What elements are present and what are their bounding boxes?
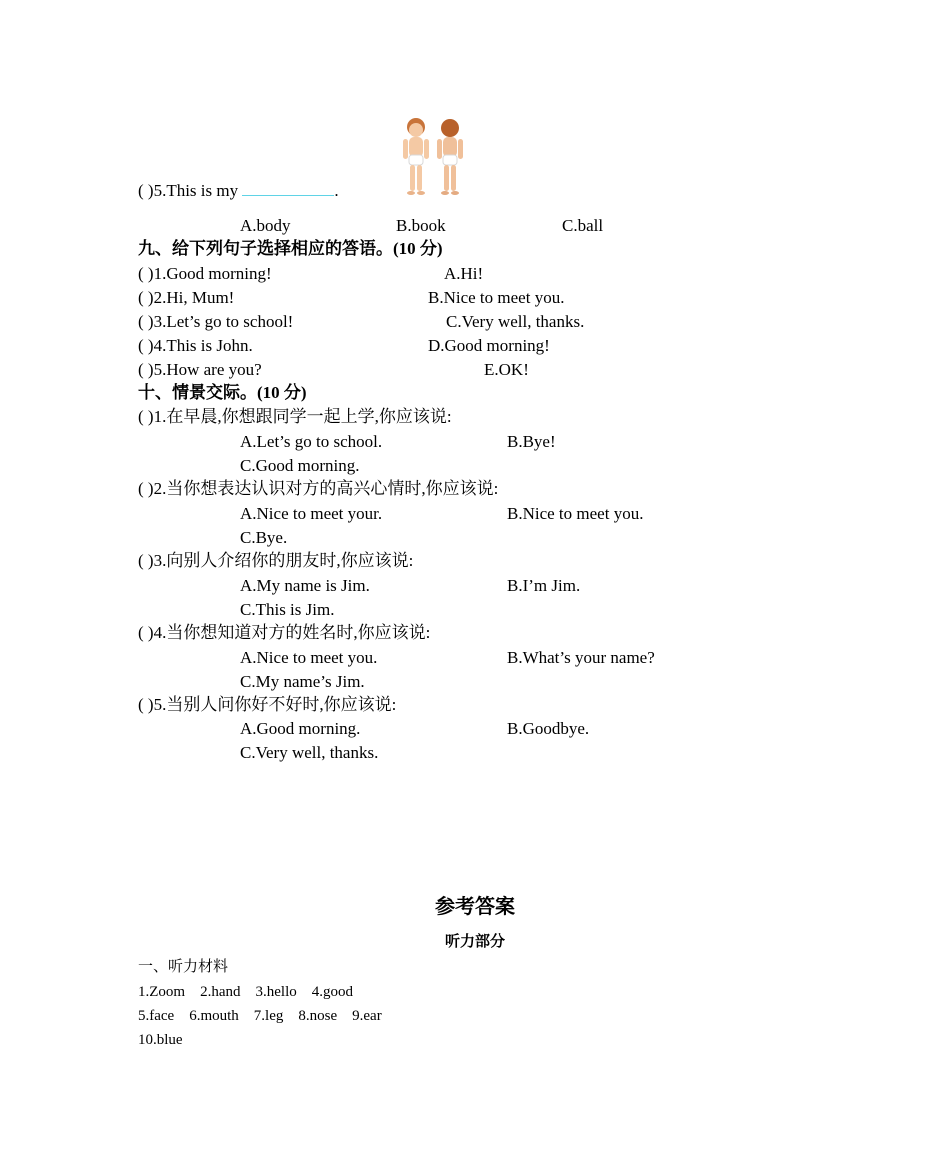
section-10-question: ( )1.在早晨,你想跟同学一起上学,你应该说:: [138, 407, 452, 426]
option-a: A.body: [240, 216, 291, 235]
section-9-question: ( )4.This is John.: [138, 336, 253, 355]
section-9-question: ( )1.Good morning!: [138, 264, 272, 283]
answer-blank: [242, 179, 334, 196]
section-10-question: ( )2.当你想表达认识对方的高兴心情时,你应该说:: [138, 479, 499, 498]
section-9-question: ( )3.Let’s go to school!: [138, 312, 294, 331]
section-10-option-c: C.Bye.: [240, 528, 288, 547]
option-c: C.ball: [562, 216, 604, 235]
section-10-option-b: B.What’s your name?: [507, 648, 655, 667]
section-9-question: ( )5.How are you?: [138, 360, 262, 379]
section-10-option-a: A.Nice to meet your.: [240, 504, 383, 523]
option-b: B.book: [396, 216, 446, 235]
two-children-body-illustration-icon: [398, 115, 468, 197]
section-10-option-b: B.Goodbye.: [507, 719, 590, 738]
answer-line: 10.blue: [138, 1032, 183, 1048]
section-9-answer: C.Very well, thanks.: [446, 312, 585, 331]
section-10-option-a: A.Nice to meet you.: [240, 648, 378, 667]
answer-key-title: 参考答案: [435, 896, 515, 918]
question-8-5-stem: [138, 179, 339, 202]
section-10-option-b: B.Bye!: [507, 432, 556, 451]
section-10-option-a: A.Good morning.: [240, 719, 361, 738]
section-9-answer: E.OK!: [484, 360, 529, 379]
section-10-option-b: B.Nice to meet you.: [507, 504, 644, 523]
section-10-option-c: C.This is Jim.: [240, 600, 335, 619]
answer-line: 5.face 6.mouth 7.leg 8.nose 9.ear: [138, 1008, 382, 1024]
section-10-option-a: A.My name is Jim.: [240, 576, 370, 595]
section-10-option-c: C.Very well, thanks.: [240, 743, 379, 762]
question-stem-suffix: .: [334, 181, 339, 200]
section-10-question: ( )3.向别人介绍你的朋友时,你应该说:: [138, 551, 414, 570]
listening-part-subtitle: 听力部分: [444, 934, 505, 950]
section-9-answer: D.Good morning!: [428, 336, 550, 355]
section-10-option-b: B.I’m Jim.: [507, 576, 581, 595]
section-9-answer: A.Hi!: [444, 264, 484, 283]
section-9-answer: B.Nice to meet you.: [428, 288, 565, 307]
section-9-title: 九、给下列句子选择相应的答语。(10 分): [138, 239, 443, 258]
section-10-title: 十、情景交际。(10 分): [138, 383, 307, 402]
section-10-question: ( )5.当别人问你好不好时,你应该说:: [138, 695, 397, 714]
section-10-question: ( )4.当你想知道对方的姓名时,你应该说:: [138, 623, 431, 642]
listening-material-label: 一、听力材料: [138, 959, 229, 975]
section-10-option-c: C.My name’s Jim.: [240, 672, 365, 691]
section-10-option-a: A.Let’s go to school.: [240, 432, 383, 451]
section-9-question: ( )2.Hi, Mum!: [138, 288, 235, 307]
answer-line: 1.Zoom 2.hand 3.hello 4.good: [138, 984, 353, 1000]
section-10-option-c: C.Good morning.: [240, 456, 360, 475]
question-stem-prefix: ( )5.This is my: [138, 181, 243, 200]
